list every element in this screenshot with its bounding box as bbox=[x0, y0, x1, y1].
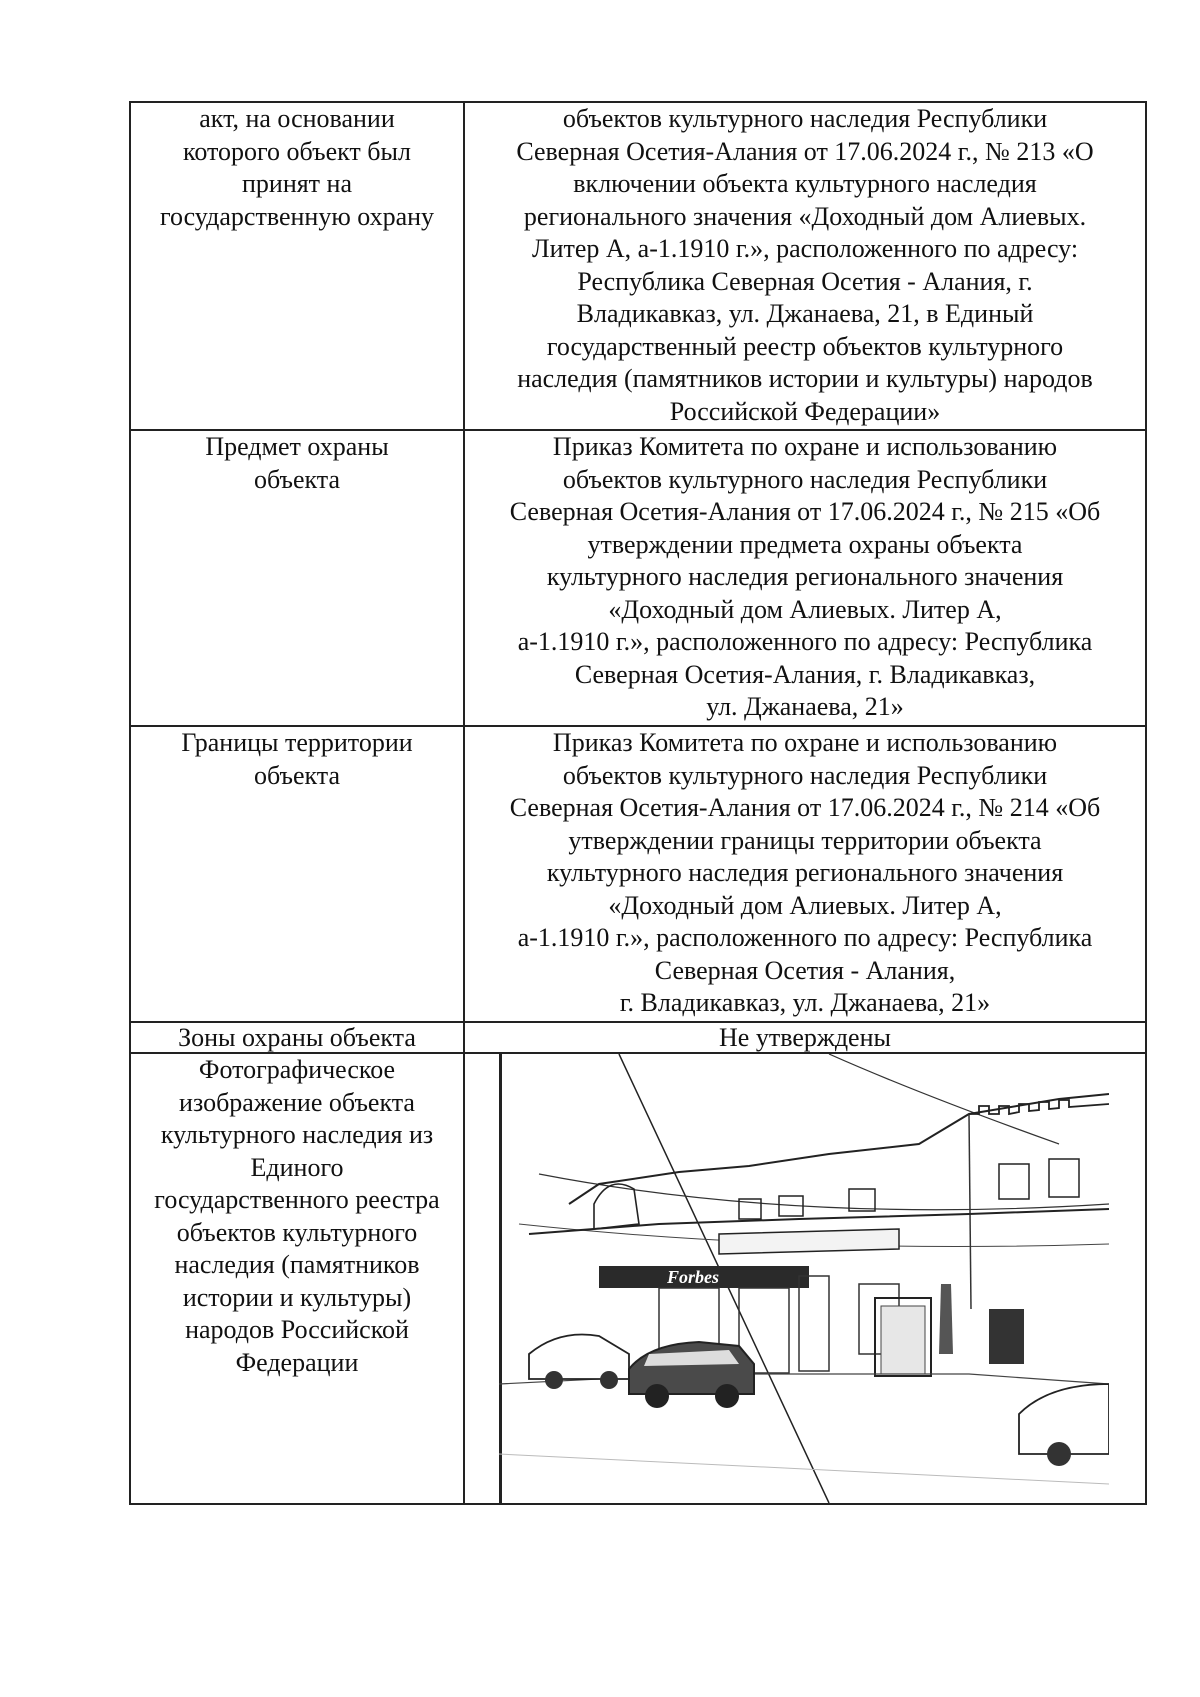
row-label bbox=[130, 726, 464, 1022]
label-line: объекта bbox=[253, 760, 341, 790]
value-line: г. Владикавказ, ул. Джанаева, 21» bbox=[619, 988, 991, 1017]
value-line: включении объекта культурного наследия bbox=[573, 169, 1037, 198]
label-line: государственную охрану bbox=[159, 201, 435, 231]
building-photo-illustration bbox=[499, 1054, 1109, 1503]
value-line: Приказ Комитета по охране и использованию bbox=[552, 432, 1058, 461]
value-line: а-1.1910 г.», расположенного по адресу: Республика bbox=[517, 923, 1093, 952]
value-line: регионального значения «Доходный дом Алиевых. bbox=[523, 201, 1087, 231]
row-label bbox=[130, 1053, 464, 1504]
label-line: истории и культуры) bbox=[182, 1282, 412, 1312]
row-value bbox=[464, 1022, 1146, 1053]
table-row bbox=[130, 1022, 1146, 1053]
value-line: Российской Федерации» bbox=[669, 396, 941, 426]
row-value bbox=[464, 430, 1146, 726]
label-line: которого объект был bbox=[183, 136, 411, 166]
value-line: объектов культурного наследия Республики bbox=[562, 104, 1048, 133]
value-line: утверждении предмета охраны объекта bbox=[587, 529, 1023, 559]
value-line: утверждении границы территории объекта bbox=[568, 825, 1042, 855]
row-value bbox=[464, 726, 1146, 1022]
heritage-building-photo bbox=[499, 1054, 1109, 1503]
row-label bbox=[130, 102, 464, 430]
forbes-sign: Forbes bbox=[667, 1267, 720, 1287]
value-line: объектов культурного наследия Республики bbox=[562, 464, 1048, 494]
value-line: Северная Осетия-Алания, г. Владикавказ, bbox=[574, 659, 1036, 689]
value-line: культурного наследия регионального значения bbox=[546, 562, 1064, 591]
value-line: Северная Осетия-Алания от 17.06.2024 г., № 213 «О bbox=[516, 136, 1094, 166]
label-line: акт, на основании bbox=[199, 104, 395, 133]
label-line: Границы территории bbox=[181, 728, 413, 757]
value-line: «Доходный дом Алиевых. Литер А, bbox=[608, 594, 1002, 624]
value-line: культурного наследия регионального значения bbox=[546, 858, 1064, 887]
label-line: Фотографическое bbox=[198, 1055, 396, 1084]
value-line: Не утверждены bbox=[719, 1023, 891, 1052]
row-label bbox=[130, 430, 464, 726]
label-line: изображение объекта bbox=[179, 1087, 415, 1117]
value-line: Республика Северная Осетия - Алания, г. bbox=[577, 266, 1033, 296]
table-row bbox=[130, 430, 1146, 726]
label-line: народов Российской bbox=[185, 1315, 409, 1344]
value-line: государственный реестр объектов культурного bbox=[546, 331, 1064, 361]
photo-cell bbox=[464, 1053, 1146, 1504]
value-line: Северная Осетия-Алания от 17.06.2024 г., № 214 «Об bbox=[509, 793, 1101, 822]
value-line: Владикавказ, ул. Джанаева, 21, в Единый bbox=[576, 299, 1034, 328]
value-line: Северная Осетия - Алания, bbox=[654, 955, 956, 985]
label-line: объектов культурного bbox=[176, 1217, 418, 1247]
value-line: Северная Осетия-Алания от 17.06.2024 г., № 215 «Об bbox=[509, 497, 1101, 526]
label-line: принят на bbox=[241, 169, 353, 198]
label-line: Зоны охраны объекта bbox=[178, 1023, 416, 1052]
label-line: наследия (памятников bbox=[174, 1250, 420, 1279]
value-line: ул. Джанаева, 21» bbox=[706, 692, 904, 721]
value-line: «Доходный дом Алиевых. Литер А, bbox=[608, 890, 1002, 920]
table-row bbox=[130, 102, 1146, 430]
label-line: Предмет охраны bbox=[205, 432, 389, 461]
heritage-info-table bbox=[129, 101, 1147, 1505]
table-row bbox=[130, 1053, 1146, 1504]
label-line: Единого bbox=[250, 1152, 344, 1182]
label-line: государственного реестра bbox=[154, 1185, 440, 1214]
label-line: объекта bbox=[253, 464, 341, 494]
value-line: Приказ Комитета по охране и использованию bbox=[552, 728, 1058, 757]
value-line: объектов культурного наследия Республики bbox=[562, 760, 1048, 790]
row-label bbox=[130, 1022, 464, 1053]
row-value bbox=[464, 102, 1146, 430]
table-row bbox=[130, 726, 1146, 1022]
value-line: а-1.1910 г.», расположенного по адресу: Республика bbox=[517, 627, 1093, 656]
value-line: Литер А, а-1.1910 г.», расположенного по адресу: bbox=[531, 234, 1079, 263]
label-line: Федерации bbox=[235, 1347, 359, 1377]
label-line: культурного наследия из bbox=[160, 1120, 434, 1149]
value-line: наследия (памятников истории и культуры) народов bbox=[517, 364, 1093, 393]
